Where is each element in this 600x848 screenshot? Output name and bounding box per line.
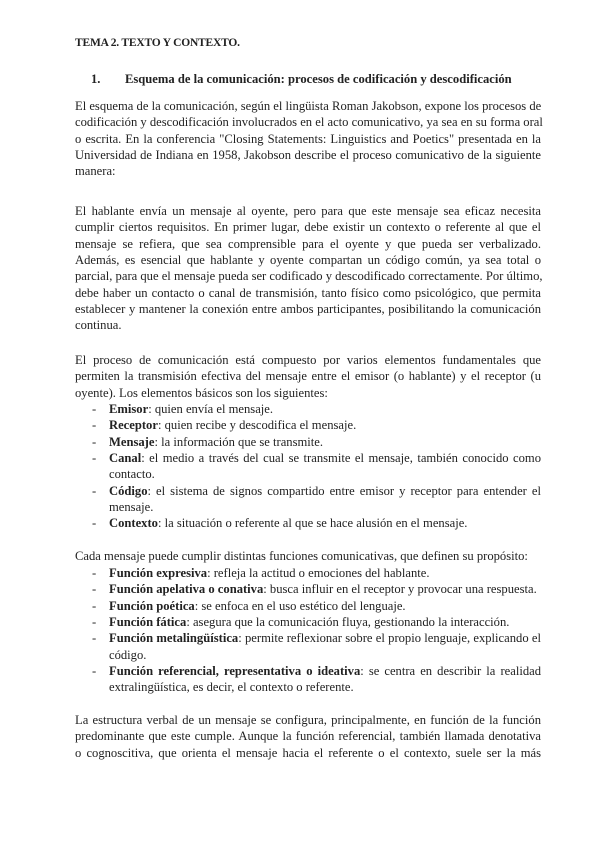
document-title: TEMA 2. TEXTO Y CONTEXTO. bbox=[75, 37, 240, 49]
list-item bbox=[92, 598, 541, 614]
list-item bbox=[92, 630, 541, 663]
list-description: : refleja la actitud o emociones del hablante. bbox=[207, 566, 430, 580]
list-description: : quien recibe y descodifica el mensaje. bbox=[157, 418, 357, 433]
list-description: código. bbox=[109, 647, 147, 662]
section-heading bbox=[91, 72, 512, 87]
list-item bbox=[92, 434, 541, 450]
list-term: Función metalingüística bbox=[109, 631, 239, 646]
paragraph-elements bbox=[75, 352, 541, 401]
list-item bbox=[92, 581, 541, 597]
list-description: : se centra en describir la realidad bbox=[360, 664, 542, 679]
dash-bullet-icon: - bbox=[92, 615, 97, 630]
text-line bbox=[109, 565, 541, 581]
list-description: mensaje. bbox=[109, 500, 154, 515]
text-line: mensaje se refiera, que sea comprensible para el oyente y que pueda ser verbalizado. bbox=[75, 236, 541, 251]
text-line bbox=[109, 614, 541, 630]
text-line: o escrita. En la conferencia "Closing Statements: Linguistics and Poetics" presentada en la bbox=[75, 131, 541, 146]
text-line: parcial, para que el mensaje pueda ser codificado y descodificado correctamente. Por último, bbox=[75, 269, 543, 284]
elements-list bbox=[92, 401, 541, 532]
text-line bbox=[109, 515, 541, 531]
list-term: Función referencial, representativa o ideativa bbox=[109, 664, 361, 679]
list-term: Función expresiva bbox=[109, 566, 208, 580]
text-line bbox=[109, 434, 541, 450]
text-line: codificación y descodificación involucrados en el acto comunicativo, ya sea en su forma oral bbox=[75, 115, 543, 130]
list-term: Receptor bbox=[109, 418, 158, 433]
text-line: cumplir ciertos requisitos. En primer lugar, debe existir un contexto o referente al que el bbox=[75, 220, 541, 235]
text-line: Cada mensaje puede cumplir distintas funciones comunicativas, que definen su propósito: bbox=[75, 549, 528, 563]
list-term: Contexto bbox=[109, 516, 158, 531]
text-line bbox=[109, 417, 541, 433]
paragraph-functions bbox=[75, 548, 541, 564]
dash-bullet-icon: - bbox=[92, 566, 97, 580]
list-item bbox=[92, 614, 541, 630]
text-line: establecer y mantener la conexión entre ambos participantes, posibilitando la comunicación bbox=[75, 302, 541, 317]
text-line bbox=[109, 483, 541, 499]
list-item bbox=[92, 401, 541, 417]
list-description: extralingüística, es decir, el contexto o referente. bbox=[109, 680, 354, 695]
list-item bbox=[92, 515, 541, 531]
text-line: o cognoscitiva, que orienta el mensaje hacia el referente o el contexto, suele ser la más bbox=[75, 745, 541, 760]
text-line: continua. bbox=[75, 318, 122, 333]
paragraph-structure bbox=[75, 712, 541, 761]
dash-bullet-icon: - bbox=[92, 483, 97, 498]
list-item bbox=[92, 450, 541, 483]
text-line: El esquema de la comunicación, según el lingüista Roman Jakobson, expone los procesos de bbox=[75, 99, 542, 113]
list-description: : la situación o referente al que se hace alusión en el mensaje. bbox=[157, 516, 468, 531]
list-term: Función poética bbox=[109, 598, 195, 613]
text-line bbox=[109, 598, 541, 614]
text-line: La estructura verbal de un mensaje se configura, principalmente, en función de la función bbox=[75, 713, 541, 727]
functions-list bbox=[92, 565, 541, 696]
list-description: : se enfoca en el uso estético del lenguaje. bbox=[194, 598, 406, 613]
list-term: Código bbox=[109, 483, 148, 498]
text-line: permiten la transmisión efectiva del mensaje entre el emisor (o hablante) y el receptor (u bbox=[75, 369, 541, 384]
text-line: Además, es esencial que hablante y oyente compartan un código común, ya sea total o bbox=[75, 253, 541, 268]
text-line bbox=[109, 401, 541, 417]
paragraph-requirements bbox=[75, 203, 541, 334]
text-line: manera: bbox=[75, 164, 116, 179]
list-item bbox=[92, 417, 541, 433]
text-line bbox=[109, 499, 541, 515]
text-line bbox=[109, 679, 541, 695]
dash-bullet-icon: - bbox=[92, 451, 97, 466]
dash-bullet-icon: - bbox=[92, 582, 97, 597]
text-line: El proceso de comunicación está compuesto por varios elementos fundamentales que bbox=[75, 353, 541, 367]
text-line bbox=[109, 466, 541, 482]
list-description: : permite reflexionar sobre el propio lenguaje, explicando el bbox=[238, 631, 541, 646]
section-heading-text: Esquema de la comunicación: procesos de codificación y descodificación bbox=[125, 72, 512, 86]
text-line: El hablante envía un mensaje al oyente, pero para que este mensaje sea eficaz necesita bbox=[75, 204, 541, 218]
text-line: debe haber un contacto o canal de transmisión, tanto físico como psicológico, que permita bbox=[75, 285, 541, 300]
text-line bbox=[109, 663, 541, 679]
list-term: Emisor bbox=[109, 402, 149, 416]
list-item bbox=[92, 483, 541, 516]
dash-bullet-icon: - bbox=[92, 631, 97, 646]
dash-bullet-icon: - bbox=[92, 402, 97, 416]
list-item bbox=[92, 663, 541, 696]
list-term: Canal bbox=[109, 451, 142, 466]
list-description: contacto. bbox=[109, 467, 155, 482]
list-term: Mensaje bbox=[109, 434, 155, 449]
dash-bullet-icon: - bbox=[92, 434, 97, 449]
list-description: : el sistema de signos compartido entre emisor y receptor para entender el bbox=[147, 483, 541, 498]
section-number: 1. bbox=[91, 72, 101, 86]
list-description: : la información que se transmite. bbox=[154, 434, 324, 449]
dash-bullet-icon: - bbox=[92, 598, 97, 613]
list-description: : asegura que la comunicación fluya, gestionando la interacción. bbox=[186, 615, 510, 630]
text-line: Universidad de Indiana en 1958, Jakobson describe el proceso comunicativo de la siguiente bbox=[75, 148, 541, 163]
list-term: Función apelativa o conativa bbox=[109, 582, 264, 597]
list-item bbox=[92, 565, 541, 581]
list-description: : busca influir en el receptor y provocar una respuesta. bbox=[263, 582, 537, 597]
text-line bbox=[109, 450, 541, 466]
dash-bullet-icon: - bbox=[92, 418, 97, 433]
dash-bullet-icon: - bbox=[92, 664, 97, 679]
text-line: predominante que este cumple. Aunque la función referencial, también llamada denotativa bbox=[75, 729, 541, 744]
list-description: : el medio a través del cual se transmite el mensaje, también conocido como bbox=[141, 451, 541, 466]
text-line bbox=[109, 581, 541, 597]
dash-bullet-icon: - bbox=[92, 516, 97, 531]
text-line bbox=[109, 630, 541, 646]
list-term: Función fática bbox=[109, 615, 187, 630]
text-line bbox=[109, 647, 541, 663]
text-line: oyente). Los elementos básicos son los siguientes: bbox=[75, 385, 328, 400]
paragraph-intro bbox=[75, 98, 541, 180]
list-description: : quien envía el mensaje. bbox=[148, 402, 274, 416]
